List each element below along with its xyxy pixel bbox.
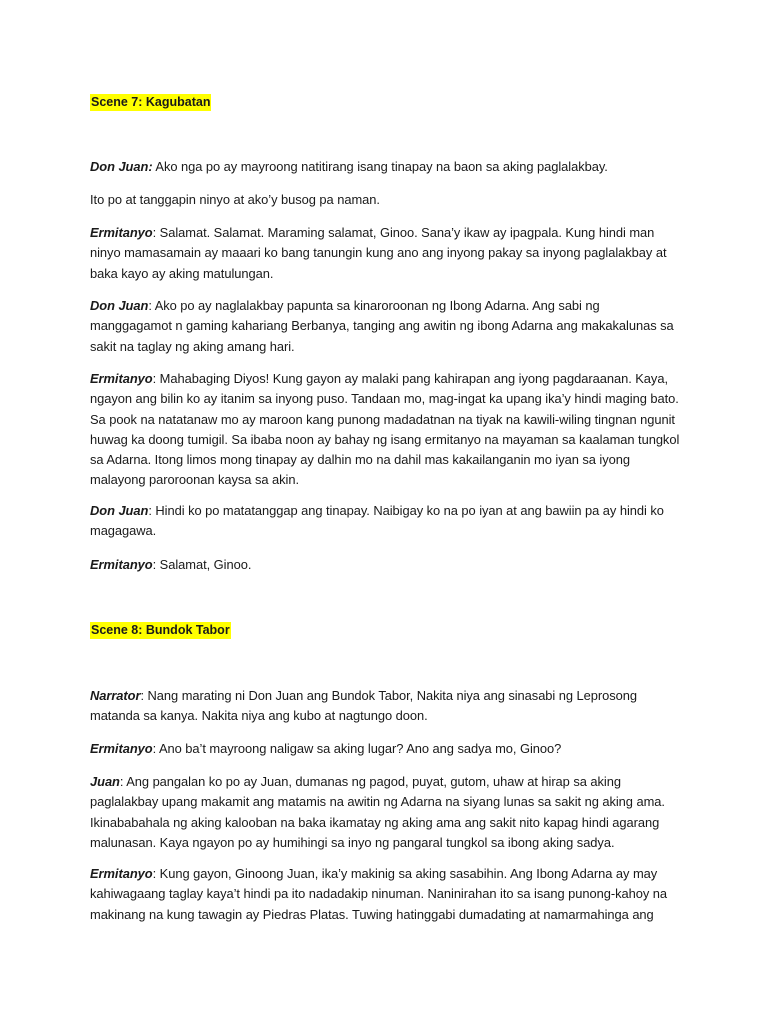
speaker-name: Ermitanyo <box>90 741 153 756</box>
speaker-name: Narrator <box>90 688 141 703</box>
dialogue-line: Don Juan: Ako po ay naglalakbay papunta sa kinaroroonan ng Ibong Adarna. Ang sabi ng manggagamot n gaming kahariang Berbanya, tanging ang awitin ng ibong Adarna ang makakalunas sa sakit na taglay ng aking amang hari. <box>90 298 674 354</box>
speaker-name: Don Juan <box>90 503 149 518</box>
scene-8-heading: Scene 8: Bundok Tabor <box>91 623 230 637</box>
scene-7-heading: Scene 7: Kagubatan <box>91 95 211 109</box>
dialogue-line: Narrator: Nang marating ni Don Juan ang Bundok Tabor, Nakita niya ang sinasabi ng Leprosong matanda sa kanya. Nakita niya ang kubo at nagtungo doon. <box>90 688 638 724</box>
dialogue-line: Ermitanyo: Ano ba’t mayroong naligaw sa aking lugar? Ano ang sadya mo, Ginoo? <box>90 741 562 756</box>
dialogue-line: Don Juan: Ako nga po ay mayroong natitirang isang tinapay na baon sa aking paglalakbay. <box>90 159 608 174</box>
dialogue-line: Ermitanyo: Kung gayon, Ginoong Juan, ika’y makinig sa aking sasabihin. Ang Ibong Adarna ay may kahiwagaang taglay kaya’t hindi pa ito nadadakip ninuman. Naninirahan ito sa isang punong-kahoy na makinang na kung tawagin ay Piedras Platas. Tuwing hatinggabi dumadating at namarmahinga ang <box>90 866 668 922</box>
dialogue-line: Ermitanyo: Mahabaging Diyos! Kung gayon ay malaki pang kahirapan ang iyong pagdaraanan. Kaya, ngayon ang bilin ko ay itanim sa inyong puso. Tandaan mo, mag-ingat ka upang ika’y hindi maging bato. Sa pook na natatanaw mo ay maroon kang punong madadatnan na tiyak na kawili-wiling tingnan ngunit huwag ka doong tumigil. Sa ibaba noon ay bahay ng isang ermitanyo na mayaman sa kaalaman tungkol sa Adarna. Itong limos mong tinapay ay dalhin mo na dahil mas kakailanganin mo iyan sa iyong malayong paroroonan kaysa sa akin. <box>90 371 680 488</box>
dialogue-line: Don Juan: Hindi ko po matatanggap ang tinapay. Naibigay ko na po iyan at ang bawiin pa ay hindi ko magagawa. <box>90 503 664 539</box>
speaker-name: Juan <box>90 774 120 789</box>
dialogue-line: Juan: Ang pangalan ko po ay Juan, dumanas ng pagod, puyat, gutom, uhaw at hirap sa aking paglalakbay upang makamit ang matamis na awitin ng Adarna na siyang lunas sa sakit ng aking ama. Ikinababahala ng aking kalooban na baka ikamatay ng aking ama ang sakit nito kapag hindi agarang malunasan. Kaya ngayon po ay humihingi sa inyo ng pangaral tungkol sa ibong aking sadya. <box>90 774 665 850</box>
speaker-name: Ermitanyo <box>90 866 153 881</box>
speaker-name: Don Juan: <box>90 159 153 174</box>
dialogue-line: Ito po at tanggapin ninyo at ako’y busog pa naman. <box>90 192 380 207</box>
dialogue-line: Ermitanyo: Salamat, Ginoo. <box>90 557 252 572</box>
dialogue-line: Ermitanyo: Salamat. Salamat. Maraming salamat, Ginoo. Sana’y ikaw ay ipagpala. Kung hindi man ninyo mamasamain ay maaari ko bang tanungin kung ano ang inyong pakay sa inyong paglalakbay at baka kayo ay aking matulungan. <box>90 225 667 281</box>
speaker-name: Ermitanyo <box>90 371 153 386</box>
speaker-name: Ermitanyo <box>90 225 153 240</box>
speaker-name: Don Juan <box>90 298 149 313</box>
speaker-name: Ermitanyo <box>90 557 153 572</box>
